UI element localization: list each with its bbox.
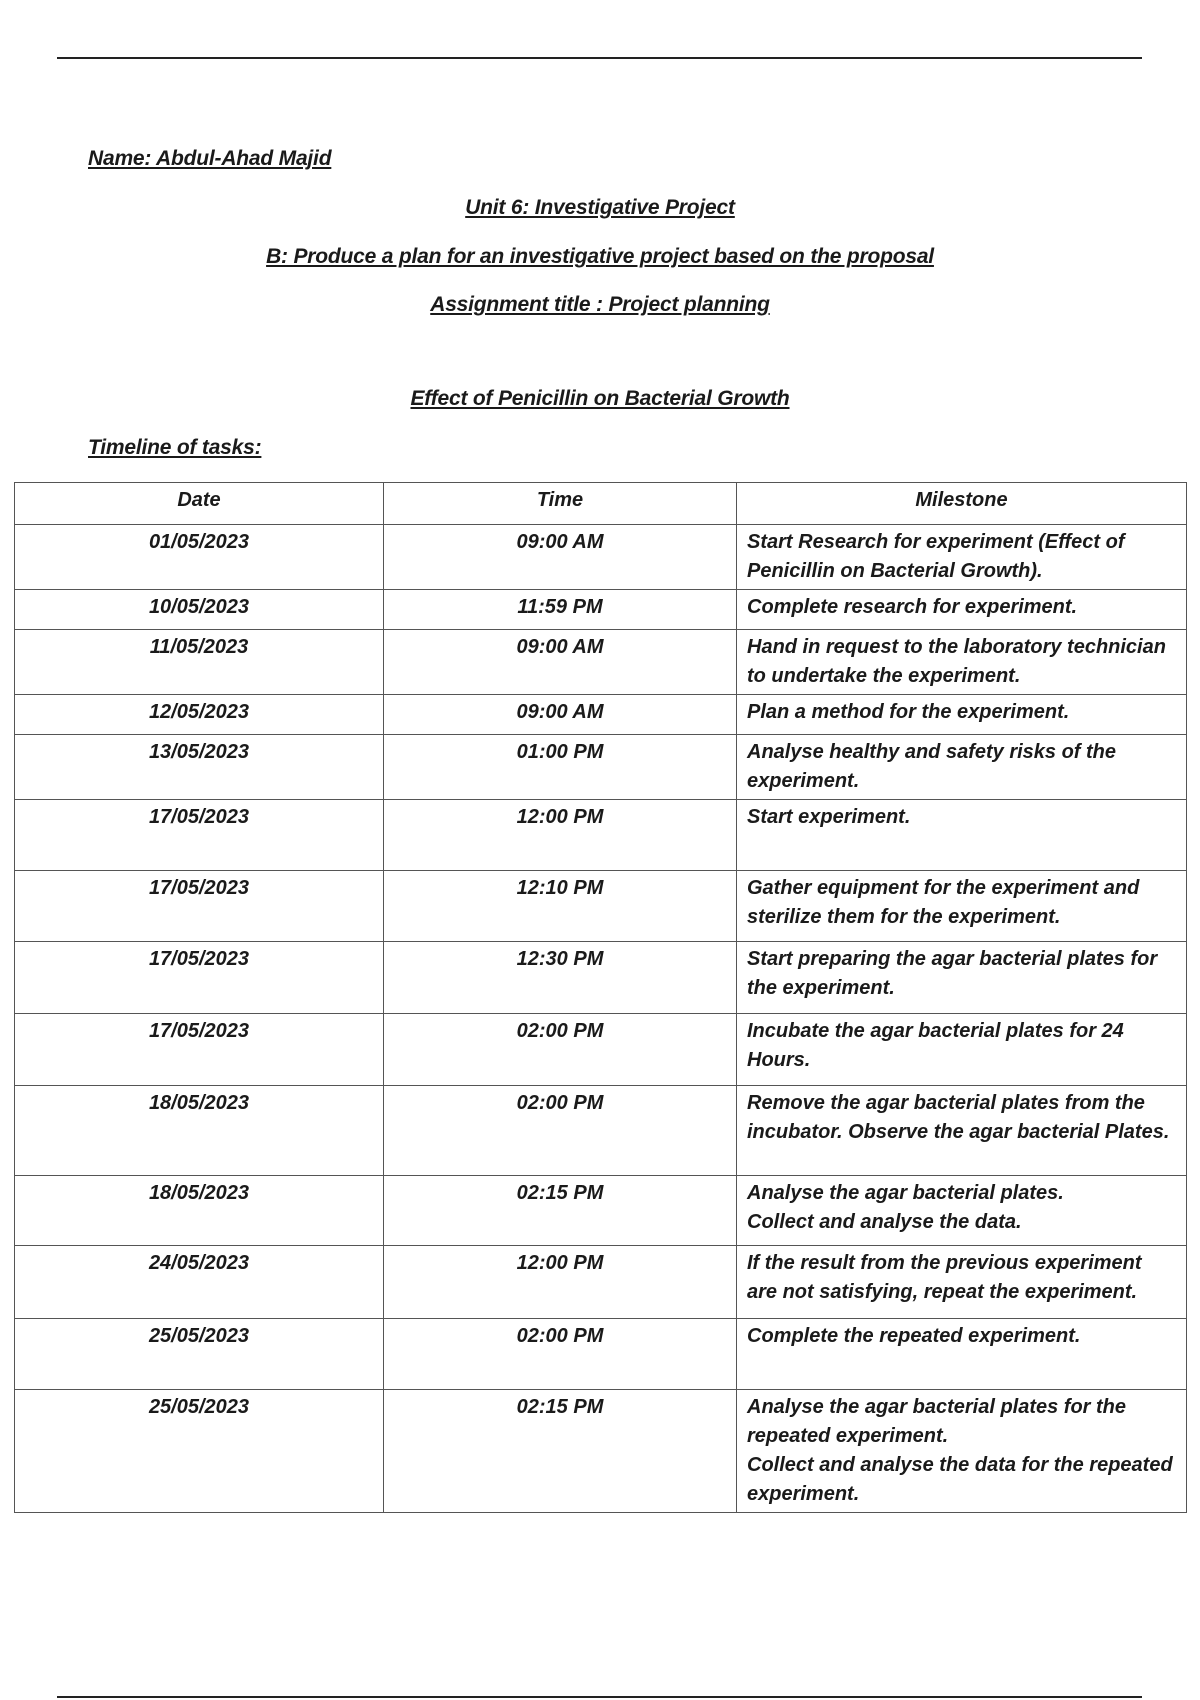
time-cell: 12:00 PM bbox=[384, 800, 737, 871]
project-subject: Effect of Penicillin on Bacterial Growth bbox=[410, 387, 790, 410]
time-cell: 02:15 PM bbox=[384, 1390, 737, 1513]
table-row bbox=[15, 1246, 1187, 1319]
time-cell: 02:00 PM bbox=[384, 1319, 737, 1390]
table-row bbox=[15, 1014, 1187, 1086]
date-cell: 18/05/2023 bbox=[15, 1086, 384, 1176]
date-cell: 17/05/2023 bbox=[15, 871, 384, 942]
time-cell: 11:59 PM bbox=[384, 590, 737, 630]
milestone-cell: Incubate the agar bacterial plates for 24 Hours. bbox=[737, 1014, 1187, 1086]
date-cell: 18/05/2023 bbox=[15, 1176, 384, 1246]
table-row bbox=[15, 800, 1187, 871]
column-header-time: Time bbox=[384, 483, 737, 525]
time-cell: 09:00 AM bbox=[384, 695, 737, 735]
milestone-cell: Remove the agar bacterial plates from the incubator. Observe the agar bacterial Plates. bbox=[737, 1086, 1187, 1176]
table-row bbox=[15, 695, 1187, 735]
time-cell: 02:00 PM bbox=[384, 1086, 737, 1176]
milestone-cell: Analyse healthy and safety risks of the experiment. bbox=[737, 735, 1187, 800]
table-row bbox=[15, 1176, 1187, 1246]
time-cell: 12:00 PM bbox=[384, 1246, 737, 1319]
milestone-cell: Plan a method for the experiment. bbox=[737, 695, 1187, 735]
date-cell: 17/05/2023 bbox=[15, 942, 384, 1014]
milestone-cell: Start Research for experiment (Effect of Penicillin on Bacterial Growth). bbox=[737, 525, 1187, 590]
date-cell: 25/05/2023 bbox=[15, 1319, 384, 1390]
header-rule bbox=[57, 57, 1142, 59]
student-name: Name: Abdul-Ahad Majid bbox=[88, 147, 332, 170]
date-cell: 12/05/2023 bbox=[15, 695, 384, 735]
time-cell: 12:30 PM bbox=[384, 942, 737, 1014]
time-cell: 09:00 AM bbox=[384, 525, 737, 590]
table-row bbox=[15, 871, 1187, 942]
table-row bbox=[15, 525, 1187, 590]
table-row bbox=[15, 1390, 1187, 1513]
date-cell: 17/05/2023 bbox=[15, 1014, 384, 1086]
table-row bbox=[15, 630, 1187, 695]
date-cell: 10/05/2023 bbox=[15, 590, 384, 630]
milestone-cell: Complete the repeated experiment. bbox=[737, 1319, 1187, 1390]
milestone-cell: If the result from the previous experiment are not satisfying, repeat the experiment. bbox=[737, 1246, 1187, 1319]
milestone-cell: Start preparing the agar bacterial plates for the experiment. bbox=[737, 942, 1187, 1014]
time-cell: 01:00 PM bbox=[384, 735, 737, 800]
date-cell: 17/05/2023 bbox=[15, 800, 384, 871]
column-header-date: Date bbox=[15, 483, 384, 525]
table-row bbox=[15, 590, 1187, 630]
table-header-row bbox=[15, 483, 1187, 525]
table-row bbox=[15, 1319, 1187, 1390]
milestone-cell: Analyse the agar bacterial plates. Collect and analyse the data. bbox=[737, 1176, 1187, 1246]
table-row bbox=[15, 735, 1187, 800]
date-cell: 11/05/2023 bbox=[15, 630, 384, 695]
assignment-title: Assignment title : Project planning bbox=[430, 293, 770, 316]
milestone-cell: Hand in request to the laboratory technician to undertake the experiment. bbox=[737, 630, 1187, 695]
date-cell: 25/05/2023 bbox=[15, 1390, 384, 1513]
timeline-table bbox=[14, 482, 1187, 1513]
footer-rule bbox=[57, 1696, 1142, 1698]
date-cell: 13/05/2023 bbox=[15, 735, 384, 800]
milestone-cell: Complete research for experiment. bbox=[737, 590, 1187, 630]
timeline-label: Timeline of tasks: bbox=[88, 436, 262, 459]
milestone-cell: Start experiment. bbox=[737, 800, 1187, 871]
date-cell: 24/05/2023 bbox=[15, 1246, 384, 1319]
table-row bbox=[15, 1086, 1187, 1176]
time-cell: 12:10 PM bbox=[384, 871, 737, 942]
time-cell: 09:00 AM bbox=[384, 630, 737, 695]
time-cell: 02:00 PM bbox=[384, 1014, 737, 1086]
column-header-milestone: Milestone bbox=[737, 483, 1187, 525]
milestone-cell: Analyse the agar bacterial plates for the repeated experiment. Collect and analyse the data for the repeated experiment. bbox=[737, 1390, 1187, 1513]
unit-title: Unit 6: Investigative Project bbox=[465, 196, 735, 219]
time-cell: 02:15 PM bbox=[384, 1176, 737, 1246]
milestone-cell: Gather equipment for the experiment and sterilize them for the experiment. bbox=[737, 871, 1187, 942]
table-row bbox=[15, 942, 1187, 1014]
criterion-title: B: Produce a plan for an investigative project based on the proposal bbox=[266, 245, 934, 268]
date-cell: 01/05/2023 bbox=[15, 525, 384, 590]
